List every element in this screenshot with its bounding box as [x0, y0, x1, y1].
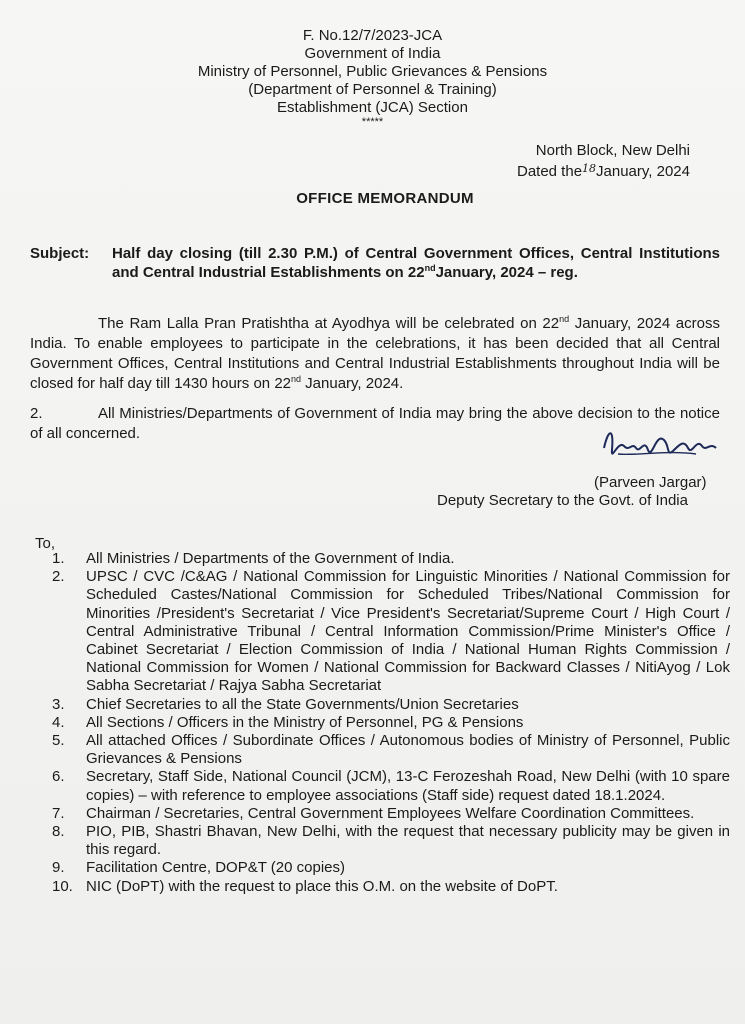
date-prefix: Dated the [516, 163, 583, 180]
recipient-text: Chairman / Secretaries, Central Government Employees Welfare Coordination Committees. [86, 804, 695, 822]
recipient-text: All Ministries / Departments of the Government of India. [86, 550, 455, 567]
recipient-item [30, 859, 730, 877]
ministry-name: Ministry of Personnel, Public Grievances & Pensions [197, 63, 548, 80]
subject-block [30, 244, 720, 282]
signatory-designation: Deputy Secretary to the Govt. of India [437, 492, 688, 509]
subject-text-part: January, 2024 – reg. [435, 264, 578, 281]
header-stars: ***** [361, 116, 384, 128]
to-label: To, [35, 535, 56, 552]
subject-label: Subject: [30, 245, 90, 262]
file-number: F. No.12/7/2023-JCA [302, 27, 443, 44]
recipient-item [30, 768, 730, 804]
recipient-item [30, 550, 730, 568]
subject-text-part: Half day closing (till 2.30 P.M.) of Central Government Offices, Central Institutions and Central Industrial Establishments on 22 [112, 245, 720, 281]
date-suffix: January, 2024 [596, 163, 690, 180]
recipient-text: UPSC / CVC /C&AG / National Commission for Linguistic Minorities / National Commission for Scheduled Castes/National Commission for Scheduled Tribes/National Commission for Minorities /President's Secretariat / Vice President's Secretariat/Supreme Court / High Court / Central Administrative Tribunal / Central Information Commission/Prime Minister's Office / Cabinet Secretariat / Election Commission of India / National Human Rights Commission / National Commission for Women / National Commission for Backward Classes / NitiAyog / Lok Sabha Secretariat / Rajya Sabha Secretariat [86, 568, 730, 695]
recipient-number: 3. [52, 695, 65, 713]
para1-sup: nd [559, 314, 570, 324]
recipient-item [30, 878, 730, 896]
recipient-text: All attached Offices / Subordinate Offices / Autonomous bodies of Ministry of Personnel, Public Grievances & Pensions [86, 732, 730, 768]
recipient-number: 1. [52, 550, 65, 567]
recipient-number: 6. [52, 768, 65, 786]
date-line [517, 160, 690, 181]
recipient-number: 8. [52, 823, 65, 841]
para2-number: 2. [30, 405, 43, 422]
recipient-item [30, 714, 730, 732]
recipient-item [30, 823, 730, 859]
signature-scribble [596, 420, 726, 470]
government-name: Government of India [304, 45, 441, 62]
recipient-text: NIC (DoPT) with the request to place this O.M. on the website of DoPT. [86, 877, 558, 895]
recipient-item [30, 568, 730, 695]
recipient-number: 9. [52, 859, 65, 877]
recipient-item [30, 805, 730, 823]
recipient-item [30, 732, 730, 768]
recipient-number: 5. [52, 732, 65, 750]
handwritten-day: 18 [582, 162, 597, 175]
paragraph-1 [30, 314, 720, 394]
recipient-number: 2. [52, 568, 65, 586]
recipient-text: Secretary, Staff Side, National Council (JCM), 13-C Ferozeshah Road, New Delhi (with 10 spare copies) – with reference to employee associations (Staff side) request dated 18.1.2024. [86, 768, 730, 804]
subject-sup: nd [424, 263, 436, 273]
para1-text: January, 2024. [301, 375, 404, 392]
recipient-text: PIO, PIB, Shastri Bhavan, New Delhi, with the request that necessary publicity may be given in this regard. [86, 823, 730, 859]
memo-title: OFFICE MEMORANDUM [296, 190, 474, 207]
recipient-text: Facilitation Centre, DOP&T (20 copies) [86, 859, 345, 877]
recipient-number: 7. [52, 804, 65, 822]
para1-text: The Ram Lalla Pran Pratishtha at Ayodhya will be celebrated on 22 [98, 315, 560, 332]
subject-text [112, 244, 720, 282]
place: North Block, New Delhi [535, 142, 690, 159]
recipient-list [30, 550, 730, 896]
para1-text: January, 2024 across India. To enable employees to participate in the celebrations, it has been decided that all Central Government Offices, Central Institutions and Central Industrial Establishments throughout India will be closed for half day till 1430 hours on 22 [30, 315, 720, 392]
para1-sup: nd [291, 374, 302, 384]
para2-text: All Ministries/Departments of Government of India may bring the above decision to the notice of all concerned. [30, 405, 720, 442]
recipient-text: Chief Secretaries to all the State Governments/Union Secretaries [86, 695, 519, 713]
recipient-number: 4. [52, 713, 65, 731]
signatory-name: (Parveen Jargar) [594, 474, 707, 491]
recipient-number: 10. [52, 877, 73, 895]
section-name: Establishment (JCA) Section [277, 99, 468, 116]
recipient-item [30, 696, 730, 714]
department-name: (Department of Personnel & Training) [248, 81, 497, 98]
recipient-text: All Sections / Officers in the Ministry of Personnel, PG & Pensions [86, 713, 524, 731]
